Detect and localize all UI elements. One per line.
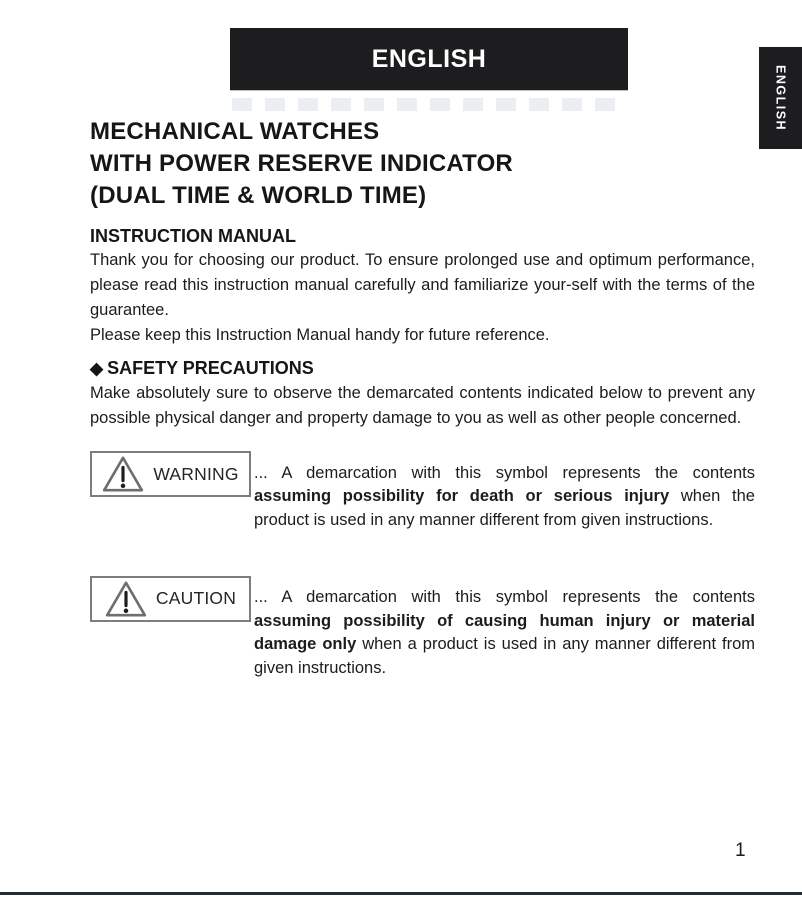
page-number: 1 <box>735 840 746 861</box>
language-side-tab-label: ENGLISH <box>773 64 788 132</box>
warning-row <box>90 445 755 549</box>
warning-box <box>90 451 251 497</box>
diamond-icon: ◆ <box>90 359 104 378</box>
caution-text-suffix: when a product is used in any manner different from given instructions. <box>254 635 755 677</box>
caution-box-label: CAUTION <box>155 588 237 608</box>
page-title <box>90 116 755 212</box>
page-title-line3: (DUAL TIME & WORLD TIME) <box>90 182 427 209</box>
instruction-paragraph-1: Thank you for choosing our product. To ensure prolonged use and optimum performance, please read this instruction manual carefully and familiarize your-self with the terms of the guarantee. <box>90 251 755 319</box>
warning-text-prefix: ... A demarcation with this symbol represents the contents <box>254 463 755 482</box>
scan-artifact-band <box>232 98 628 111</box>
instruction-paragraph-2: Please keep this Instruction Manual handy for future reference. <box>90 326 550 344</box>
page-title-line1: MECHANICAL WATCHES <box>90 118 380 145</box>
warning-text <box>254 462 755 533</box>
safety-precautions-heading <box>90 356 755 381</box>
caution-row <box>90 570 755 697</box>
safety-precautions-heading-text: SAFETY PRECAUTIONS <box>107 358 314 378</box>
warning-text-bold: assuming possibility for death or serious injury <box>254 487 670 505</box>
caution-text <box>254 586 755 680</box>
warning-box-label: WARNING <box>153 463 239 484</box>
caution-box <box>90 576 251 622</box>
bottom-rule <box>0 892 802 895</box>
english-banner-label: ENGLISH <box>371 44 487 73</box>
caution-text-bold: assuming possibility of causing human injury or material damage only <box>254 611 755 653</box>
language-side-tab <box>759 47 802 149</box>
safety-paragraph: Make absolutely sure to observe the demarcated contents indicated below to prevent any possible physical danger and property damage to you as well as other people concerned. <box>90 384 755 427</box>
instruction-manual-heading: INSTRUCTION MANUAL <box>90 226 296 246</box>
english-banner <box>230 28 628 90</box>
warning-text-suffix: when the product is used in any manner different from given instructions. <box>254 487 755 529</box>
page-content <box>90 116 755 697</box>
page-title-line2: WITH POWER RESERVE INDICATOR <box>90 150 513 177</box>
warning-triangle-icon <box>102 455 144 493</box>
caution-text-prefix: ... A demarcation with this symbol represents the contents <box>254 588 755 606</box>
caution-triangle-icon <box>105 580 147 618</box>
